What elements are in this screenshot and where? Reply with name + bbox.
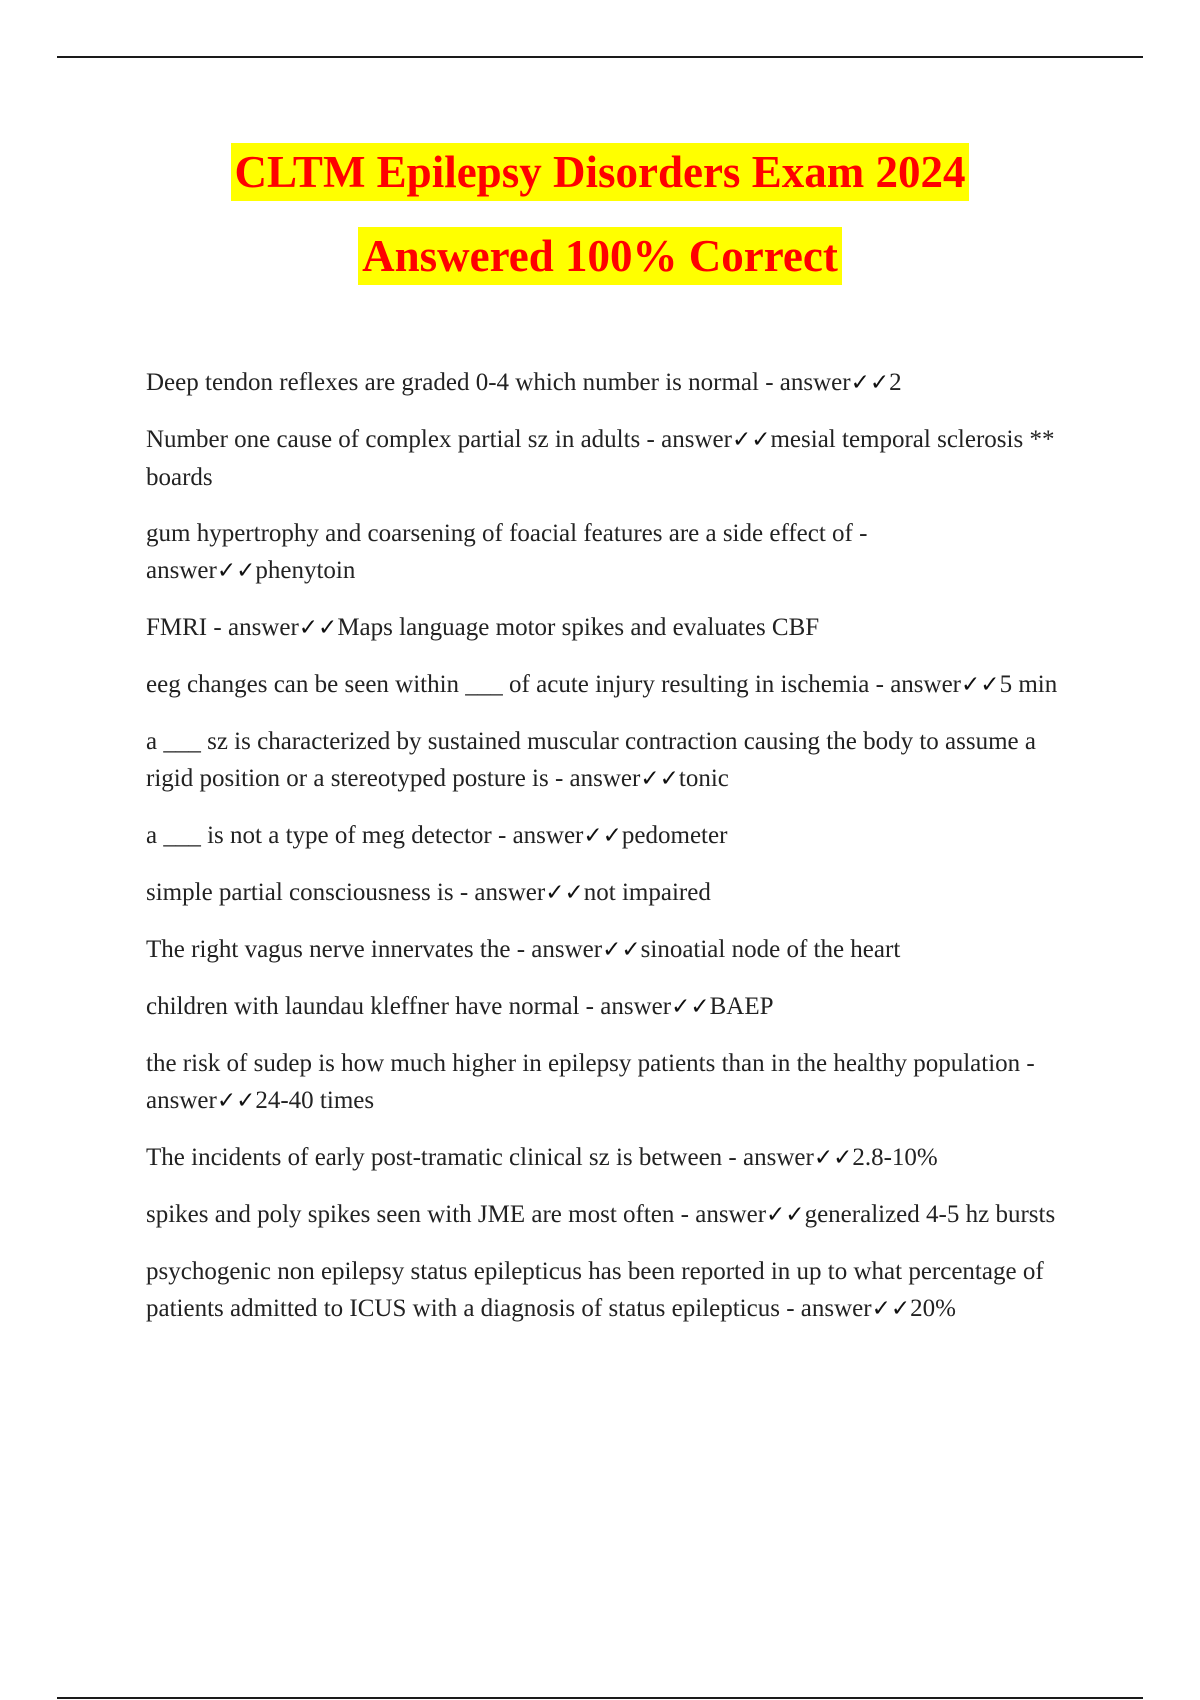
- qa-item: [146, 874, 1076, 912]
- double-check-icon: ✓✓: [813, 1145, 853, 1171]
- title-line-1: CLTM Epilepsy Disorders Exam 2024: [231, 143, 970, 201]
- answer-text: 2.8-10%: [852, 1144, 938, 1171]
- double-check-icon: ✓✓: [298, 615, 338, 641]
- answer-text: pedometer: [621, 822, 728, 849]
- answer-prefix: answer: [695, 1201, 767, 1228]
- answer-prefix: answer: [569, 765, 641, 792]
- answer-text: Maps language motor spikes and evaluates CBF: [337, 614, 820, 641]
- qa-item: [146, 817, 1076, 855]
- qa-item: [146, 723, 1076, 798]
- answer-prefix: answer: [890, 671, 962, 698]
- question-text: a ___ sz is characterized by sustained muscular contraction causing the body to assume a rigid position or a stereotyped posture is -: [146, 728, 1036, 792]
- double-check-icon: ✓✓: [545, 880, 584, 906]
- question-text: the risk of sudep is how much higher in epilepsy patients than in the healthy population -: [146, 1050, 1035, 1077]
- double-check-icon: ✓✓: [766, 1202, 805, 1228]
- top-rule: [57, 56, 1143, 58]
- answer-text: phenytoin: [255, 557, 356, 584]
- answer-prefix: answer: [743, 1144, 814, 1171]
- question-text: simple partial consciousness is -: [146, 879, 475, 906]
- answer-prefix: answer: [512, 822, 584, 849]
- double-check-icon: ✓✓: [671, 994, 710, 1020]
- qa-item: [146, 421, 1076, 496]
- answer-prefix: answer: [227, 614, 299, 641]
- double-check-icon: ✓✓: [850, 370, 890, 396]
- question-text: spikes and poly spikes seen with JME are most often -: [146, 1201, 696, 1228]
- double-check-icon: ✓✓: [961, 672, 1000, 698]
- double-check-icon: ✓✓: [731, 427, 771, 453]
- answer-text: 24-40 times: [255, 1087, 375, 1114]
- bottom-rule: [57, 1697, 1143, 1699]
- double-check-icon: ✓✓: [216, 1088, 256, 1114]
- double-check-icon: ✓✓: [602, 937, 641, 963]
- answer-prefix: answer: [531, 936, 603, 963]
- qa-item: [146, 666, 1076, 704]
- qa-item: [146, 515, 1076, 590]
- qa-item: [146, 1139, 1076, 1177]
- double-check-icon: ✓✓: [640, 766, 679, 792]
- question-text: a ___ is not a type of meg detector -: [146, 822, 513, 849]
- answer-text: 20%: [910, 1295, 956, 1322]
- document-title: [0, 143, 1200, 285]
- answer-text: 5 min: [999, 671, 1058, 698]
- answer-prefix: answer: [474, 879, 546, 906]
- qa-list: [146, 364, 1076, 1347]
- answer-prefix: answer: [779, 369, 851, 396]
- double-check-icon: ✓✓: [871, 1296, 911, 1322]
- answer-prefix: answer: [800, 1295, 872, 1322]
- question-text: FMRI -: [146, 614, 228, 641]
- question-text: children with laundau kleffner have normal -: [146, 993, 601, 1020]
- qa-item: [146, 1196, 1076, 1234]
- question-text: gum hypertrophy and coarsening of foacial features are a side effect of -: [146, 520, 868, 547]
- double-check-icon: ✓✓: [583, 823, 622, 849]
- question-text: Deep tendon reflexes are graded 0-4 which number is normal -: [146, 369, 780, 396]
- answer-text: mesial temporal sclerosis ** boards: [146, 426, 1055, 491]
- answer-text: tonic: [678, 765, 729, 792]
- qa-item: [146, 988, 1076, 1026]
- question-text: psychogenic non epilepsy status epilepticus has been reported in up to what percentage of patients admitted to ICUS with a diagnosis of status epilepticus -: [146, 1258, 1044, 1322]
- qa-item: [146, 1253, 1076, 1328]
- double-check-icon: ✓✓: [216, 558, 256, 584]
- title-line-2: Answered 100% Correct: [358, 227, 842, 285]
- question-text: The incidents of early post-tramatic clinical sz is between -: [146, 1144, 743, 1171]
- qa-item: [146, 364, 1076, 402]
- answer-prefix: answer: [146, 1087, 217, 1114]
- question-text: The right vagus nerve innervates the -: [146, 936, 532, 963]
- answer-prefix: answer: [600, 993, 672, 1020]
- answer-prefix: answer: [146, 557, 217, 584]
- answer-prefix: answer: [661, 426, 732, 453]
- answer-text: sinoatial node of the heart: [640, 936, 901, 963]
- answer-text: 2: [889, 369, 902, 396]
- answer-text: generalized 4-5 hz bursts: [804, 1201, 1056, 1228]
- qa-item: [146, 931, 1076, 969]
- answer-text: not impaired: [583, 879, 711, 906]
- qa-item: [146, 609, 1076, 647]
- answer-text: BAEP: [709, 993, 774, 1020]
- question-text: eeg changes can be seen within ___ of acute injury resulting in ischemia -: [146, 671, 891, 698]
- question-text: Number one cause of complex partial sz in adults -: [146, 426, 662, 453]
- qa-item: [146, 1045, 1076, 1120]
